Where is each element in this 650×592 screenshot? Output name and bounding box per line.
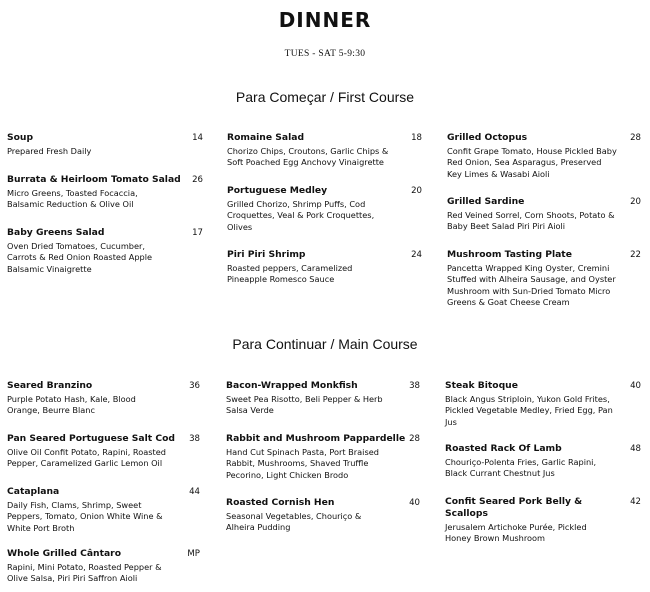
item-price: 17	[192, 228, 203, 238]
item-name: Soup	[7, 132, 34, 143]
item-price: 38	[189, 434, 200, 444]
item-description: Red Veined Sorrel, Corn Shoots, Potato & Baby Beet Salad Piri Piri Aioli	[447, 210, 615, 232]
item-price: 40	[409, 498, 420, 508]
menu-item	[447, 196, 641, 233]
menu-item	[7, 548, 200, 585]
menu-item	[7, 433, 200, 470]
menu-item	[227, 185, 422, 233]
item-name: Roasted Cornish Hen	[226, 497, 335, 508]
item-description: Black Angus Striploin, Yukon Gold Frites, Pickled Vegetable Medley, Fried Egg, Pan Jus	[445, 394, 613, 427]
menu-item	[7, 132, 203, 157]
item-description: Chouriço-Polenta Fries, Garlic Rapini, Black Currant Chestnut Jus	[445, 457, 597, 479]
item-name: Rabbit and Mushroom Pappardelle	[226, 433, 406, 444]
menu-item	[445, 496, 641, 545]
menu-item	[447, 249, 641, 309]
item-price: 28	[409, 434, 420, 444]
menu-item	[226, 380, 420, 417]
item-price: 26	[192, 175, 203, 185]
page-title: DINNER	[278, 8, 372, 32]
item-name: Baby Greens Salad	[7, 227, 105, 238]
item-name: Burrata & Heirloom Tomato Salad	[7, 174, 181, 185]
item-price: 36	[189, 381, 200, 391]
item-price: MP	[187, 549, 200, 559]
item-name: Pan Seared Portuguese Salt Cod	[7, 433, 175, 444]
item-name: Roasted Rack Of Lamb	[445, 443, 562, 454]
item-description: Olive Oil Confit Potato, Rapini, Roasted Pepper, Caramelized Garlic Lemon Oil	[7, 447, 166, 469]
item-description: Grilled Chorizo, Shrimp Puffs, Cod Croquettes, Veal & Pork Croquettes, Olives	[227, 199, 375, 232]
item-name: Confit Seared Pork Belly & Scallops	[445, 496, 583, 519]
menu-item	[226, 497, 420, 534]
item-name: Mushroom Tasting Plate	[447, 249, 572, 260]
item-name: Seared Branzino	[7, 380, 93, 391]
item-price: 20	[630, 197, 641, 207]
item-description: Jerusalem Artichoke Purée, Pickled Honey Brown Mushroom	[445, 522, 587, 544]
menu-item	[7, 380, 200, 417]
item-description: Seasonal Vegetables, Chouriço & Alheira Pudding	[226, 511, 362, 533]
first-course-heading: Para Começar / First Course	[235, 89, 415, 105]
item-price: 28	[630, 133, 641, 143]
menu-item	[227, 132, 422, 169]
item-description: Confit Grape Tomato, House Pickled Baby Red Onion, Sea Asparagus, Preserved Key Limes & Wasabi Aioli	[447, 146, 617, 179]
menu-item	[445, 380, 641, 428]
item-name: Grilled Sardine	[447, 196, 525, 207]
menu-item	[447, 132, 641, 180]
item-name: Whole Grilled Cântaro	[7, 548, 122, 559]
item-name: Steak Bitoque	[445, 380, 518, 391]
item-description: Hand Cut Spinach Pasta, Port Braised Rabbit, Mushrooms, Shaved Truffle Pecorino, Light Chicken Brodo	[226, 447, 379, 480]
menu-item	[7, 174, 203, 211]
item-name: Grilled Octopus	[447, 132, 528, 143]
item-price: 22	[630, 250, 641, 260]
item-price: 38	[409, 381, 420, 391]
menu-item	[7, 486, 200, 534]
service-hours: TUES - SAT 5-9:30	[284, 49, 366, 59]
item-description: Prepared Fresh Daily	[7, 146, 92, 156]
item-price: 14	[192, 133, 203, 143]
item-name: Piri Piri Shrimp	[227, 249, 306, 260]
item-name: Cataplana	[7, 486, 60, 497]
item-description: Oven Dried Tomatoes, Cucumber, Carrots & Red Onion Roasted Apple Balsamic Vinaigrette	[7, 241, 153, 274]
item-description: Micro Greens, Toasted Focaccia, Balsamic Reduction & Olive Oil	[7, 188, 138, 210]
item-price: 42	[630, 497, 641, 507]
item-price: 20	[411, 186, 422, 196]
menu-item	[445, 443, 641, 480]
item-description: Pancetta Wrapped King Oyster, Cremini Stuffed with Alheira Sausage, and Oyster Mushroom with Sun-Dried Tomato Micro Greens & Goat Cheese Cream	[447, 263, 616, 308]
item-name: Bacon-Wrapped Monkfish	[226, 380, 358, 391]
menu-item	[7, 227, 203, 275]
item-price: 48	[630, 444, 641, 454]
item-description: Chorizo Chips, Croutons, Garlic Chips & Soft Poached Egg Anchovy Vinaigrette	[227, 146, 389, 168]
item-description: Rapini, Mini Potato, Roasted Pepper & Olive Salsa, Piri Piri Saffron Aioli	[7, 562, 162, 584]
item-name: Portuguese Medley	[227, 185, 328, 196]
item-price: 44	[189, 487, 200, 497]
menu-item	[227, 249, 422, 286]
item-description: Purple Potato Hash, Kale, Blood Orange, Beurre Blanc	[7, 394, 136, 416]
item-name: Romaine Salad	[227, 132, 305, 143]
item-price: 18	[411, 133, 422, 143]
item-description: Sweet Pea Risotto, Beli Pepper & Herb Salsa Verde	[226, 394, 383, 416]
menu-item	[226, 433, 420, 481]
item-price: 24	[411, 250, 422, 260]
item-price: 40	[630, 381, 641, 391]
main-course-heading: Para Continuar / Main Course	[232, 336, 418, 352]
item-description: Daily Fish, Clams, Shrimp, Sweet Peppers, Tomato, Onion White Wine & White Port Broth	[7, 500, 163, 533]
item-description: Roasted peppers, Caramelized Pineapple Romesco Sauce	[227, 263, 353, 285]
